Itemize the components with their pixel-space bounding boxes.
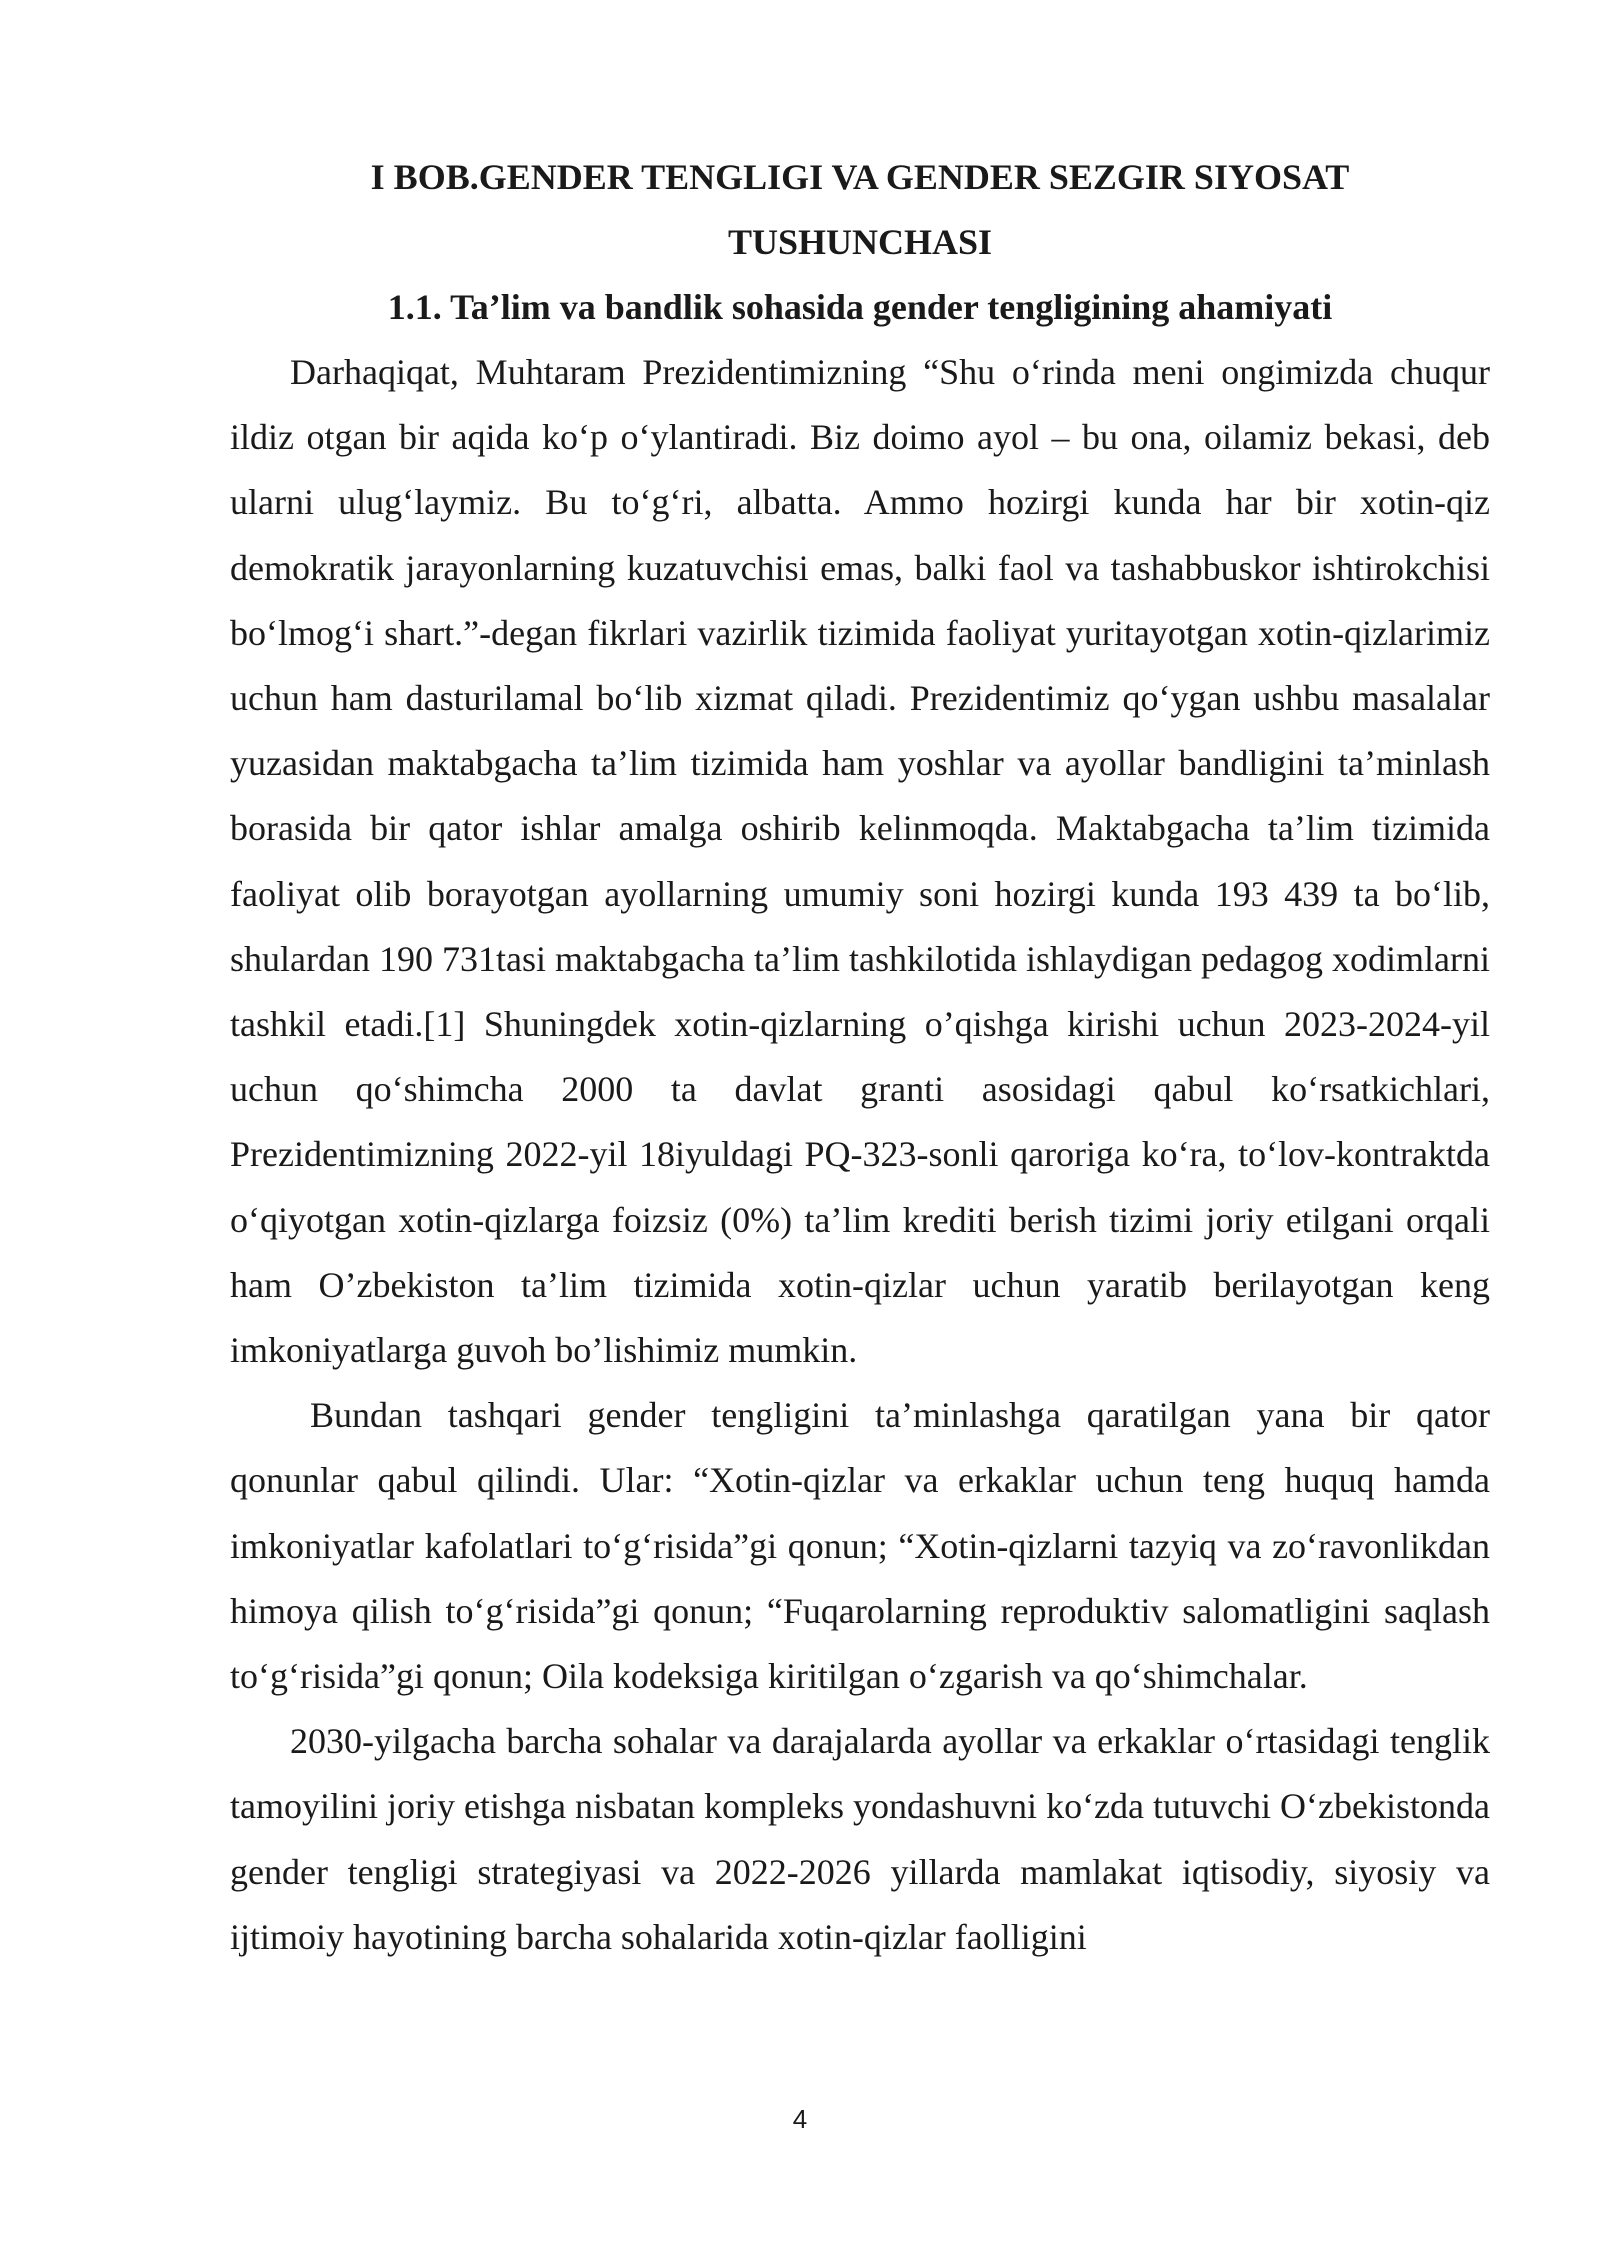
- section-title: 1.1. Ta’lim va bandlik sohasida gender tengligining ahamiyati: [387, 287, 1333, 327]
- paragraph-2: Bundan tashqari gender tengligini ta’minlashga qaratilgan yana bir qator qonunlar qabul qilindi. Ular: “Xotin-qizlar va erkaklar uchun teng huquq hamda imkoniyatlar kafolatlari to‘g‘risida”gi qonun; “Xotin-qizlarni tazyiq va zo‘ravonlikdan himoya qilish to‘g‘risida”gi qonun; “Fuqarolarning reproduktiv salomatligini saqlash to‘g‘risida”gi qonun; Oila kodeksiga kiritilgan o‘zgarish va qo‘shimchalar.: [230, 1395, 1490, 1697]
- paragraph-1: Darhaqiqat, Muhtaram Prezidentimizning “Shu o‘rinda meni ongimizda chuqur ildiz otgan bir aqida ko‘p o‘ylantiradi. Biz doimo ayol – bu ona, oilamiz bekasi, deb ularni ulug‘laymiz. Bu to‘g‘ri, albatta. Ammo hozirgi kunda har bir xotin-qiz demokratik jarayonlarning kuzatuvchisi emas, balki faol va tashabbuskor ishtirokchisi bo‘lmog‘i shart.”-degan fikrlari vazirlik tizimida faoliyat yuritayotgan xotin-qizlarimiz uchun ham dasturilamal bo‘lib xizmat qiladi. Prezidentimiz qo‘ygan ushbu masalalar yuzasidan maktabgacha ta’lim tizimida ham yoshlar va ayollar bandligini ta’minlash borasida bir qator ishlar amalga oshirib kelinmoqda. Maktabgacha ta’lim tizimida faoliyat olib borayotgan ayollarning umumiy soni hozirgi kunda 193 439 ta bo‘lib, shulardan 190 731tasi maktabgacha ta’lim tashkilotida ishlaydigan pedagog xodimlarni tashkil etadi.[1] Shuningdek xotin-qizlarning o’qishga kirishi uchun 2023-2024-yil uchun qo‘shimcha 2000 ta davlat granti asosidagi qabul ko‘rsatkichlari, Prezidentimizning 2022-yil 18iyuldagi PQ-323-sonli qaroriga ko‘ra, to‘lov-kontraktda o‘qiyotgan xotin-qizlarga foizsiz (0%) ta’lim krediti berish tizimi joriy etilgani orqali ham O’zbekiston ta’lim tizimida xotin-qizlar uchun yaratib berilayotgan keng imkoniyatlarga guvoh bo’lishimiz mumkin.: [230, 352, 1490, 1371]
- paragraph-3: 2030-yilgacha barcha sohalar va darajalarda ayollar va erkaklar o‘rtasidagi tenglik tamoyilini joriy etishga nisbatan kompleks yondashuvni ko‘zda tutuvchi O‘zbekistonda gender tengligi strategiyasi va 2022-2026 yillarda mamlakat iqtisodiy, siyosiy va ijtimoiy hayotining barcha sohalarida xotin-qizlar faolligini: [230, 1721, 1490, 1957]
- chapter-title: [230, 145, 1490, 275]
- chapter-title-line2: TUSHUNCHASI: [727, 222, 993, 262]
- page-number: 4: [792, 2104, 808, 2134]
- page-content: [230, 145, 1490, 1970]
- chapter-title-line1: I BOB.GENDER TENGLIGI VA GENDER SEZGIR SIYOSAT: [370, 157, 1350, 197]
